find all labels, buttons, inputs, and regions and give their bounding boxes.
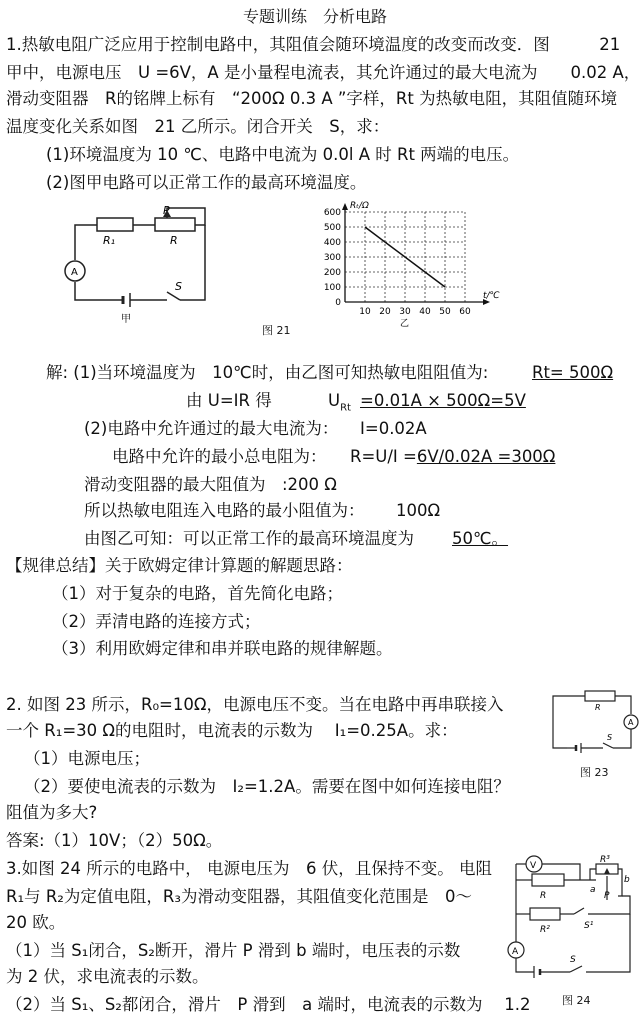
a-end-label: a bbox=[590, 885, 596, 895]
problem2-line-5: 阻值为多大? bbox=[6, 803, 98, 822]
r2-label: R² bbox=[540, 925, 550, 935]
solution-answer-rt: Rt= 500Ω bbox=[532, 363, 614, 382]
y-tick-label: 100 bbox=[323, 283, 341, 293]
y-tick-label: 200 bbox=[323, 268, 341, 278]
solution-max-current: I=0.02A bbox=[360, 419, 427, 438]
r1-resistor bbox=[97, 218, 133, 231]
voltmeter-label: V bbox=[530, 861, 537, 871]
problem3-line-4: （1）当 S₁闭合，S₂断开，滑片 P 滑到 b 端时，电压表的示数 bbox=[6, 941, 461, 960]
figure-21-circuit bbox=[55, 200, 225, 325]
problem3-line-2: R₁与 R₂为定值电阻，R₃为滑动变阻器，其阻值变化范围是 0～ bbox=[6, 887, 472, 906]
solution-line-3: (2)电路中允许通过的最大电流为： bbox=[84, 419, 339, 438]
problem2-line-4: （2）要使电流表的示数为 I₂=1.2A。需要在图中如何连接电阻？ bbox=[24, 777, 510, 796]
solution-line-4: 电路中允许的最小总电阻为： bbox=[112, 447, 327, 466]
summary-item-1: （1）对于复杂的电路，首先简化电路； bbox=[52, 584, 343, 603]
r3-label: R³ bbox=[600, 855, 610, 865]
y-tick-label: 500 bbox=[323, 223, 341, 233]
x-axis-label: t/℃ bbox=[483, 291, 500, 301]
switch-s bbox=[570, 966, 582, 972]
problem2-line-3: （1）电源电压； bbox=[24, 749, 150, 768]
summary-heading: 【规律总结】关于欧姆定律计算题的解题思路： bbox=[6, 556, 353, 575]
r-label: R bbox=[170, 234, 178, 247]
y-tick-label: 400 bbox=[323, 238, 341, 248]
solution-line-7: 由图乙可知：可以正常工作的最高环境温度为 bbox=[84, 529, 414, 548]
s1-label: S¹ bbox=[584, 921, 594, 931]
problem1-line-4: 温度变化关系如图 21 乙所示。闭合开关 S，求： bbox=[6, 117, 390, 136]
x-tick-label: 60 bbox=[459, 307, 471, 317]
ammeter-label: A bbox=[71, 267, 78, 278]
fig-jia-label: 甲 bbox=[121, 314, 131, 325]
problem1-line-3: 滑动变阻器 R的铭牌上标有 “200Ω 0.3 A ”字样，Rt 为热敏电阻，其阻值随环境 bbox=[6, 89, 618, 108]
solution-line-5: 滑动变阻器的最大阻值为 :200 Ω bbox=[84, 475, 337, 494]
ammeter-label: A bbox=[512, 947, 519, 957]
y-tick-label: 300 bbox=[323, 253, 341, 263]
x-tick-label: 10 bbox=[359, 307, 371, 317]
switch-s1 bbox=[574, 908, 584, 914]
slider-rheostat bbox=[155, 218, 195, 231]
problem1-line-1: 1.热敏电阻广泛应用于控制电路中，其阻值会随环境温度的改变而改变．图 21 bbox=[6, 35, 621, 54]
ammeter-label: A bbox=[628, 718, 634, 727]
solution-max-temp: 50℃。 bbox=[452, 529, 509, 548]
r1-label: R₁ bbox=[103, 234, 116, 247]
problem2-answer: 答案:（1）10V；（2）50Ω。 bbox=[6, 831, 223, 850]
p-label: P bbox=[604, 891, 610, 901]
problem3-line-6: （2）当 S₁、S₂都闭合，滑片 P 滑到 a 端时，电流表的示数为 1.2 bbox=[6, 995, 531, 1014]
x-tick-label: 20 bbox=[379, 307, 391, 317]
figure-24-caption: 图 24 bbox=[562, 994, 591, 1007]
b-end-label: b bbox=[624, 875, 630, 885]
resistor-r bbox=[585, 691, 615, 701]
switch-s bbox=[603, 743, 613, 748]
problem2-line-2: 一个 R₁=30 Ω的电阻时，电流表的示数为 I₁=0.25A。求： bbox=[6, 721, 458, 740]
solution-u-symbol: $U_{Rt}$ bbox=[328, 391, 351, 414]
summary-item-2: （2）弄清电路的连接方式； bbox=[52, 612, 261, 631]
s-label: S bbox=[175, 280, 182, 293]
x-tick-label: 30 bbox=[399, 307, 411, 317]
problem2-line-1: 2. 如图 23 所示，R₀=10Ω，电源电压不变。当在电路中再串联接入 bbox=[6, 695, 504, 714]
problem3-line-1: 3.如图 24 所示的电路中， 电源电压为 6 伏，且保持不变。 电阻 bbox=[6, 859, 492, 878]
x-tick-label: 40 bbox=[419, 307, 431, 317]
page-title: 专题训练 分析电路 bbox=[243, 7, 388, 26]
resistor-r2 bbox=[530, 908, 560, 920]
problem1-line-2: 甲中，电源电压 U =6V，A 是小量程电流表，其允许通过的最大电流为 0.02 A， bbox=[6, 63, 640, 82]
figure-21-graph bbox=[305, 200, 515, 330]
problem3-line-3: 20 欧。 bbox=[6, 913, 66, 932]
y-tick-label: 0 bbox=[335, 298, 341, 308]
solution-answer-urt: =0.01A × 500Ω=5V bbox=[360, 391, 526, 410]
solution-min-resistance: R=U/I =6V/0.02A =300Ω bbox=[350, 447, 556, 466]
x-tick-label: 50 bbox=[439, 307, 451, 317]
solution-line-6: 所以热敏电阻连入电路的最小阻值为： bbox=[84, 501, 365, 520]
resistor-r1 bbox=[532, 874, 564, 886]
y-tick-label: 600 bbox=[323, 208, 341, 218]
s-label: S bbox=[570, 955, 576, 965]
problem1-question-1: (1)环境温度为 10 ℃、电路中电流为 0.0l A 时 Rt 两端的电压。 bbox=[46, 145, 520, 164]
fig-yi-label: 乙 bbox=[400, 319, 410, 329]
summary-item-3: （3）利用欧姆定律和串并联电路的规律解题。 bbox=[52, 639, 393, 658]
p-label: P bbox=[163, 204, 170, 217]
figure-21-caption: 图 21 bbox=[262, 324, 291, 337]
problem3-line-5: 为 2 伏，求电流表的示数。 bbox=[6, 967, 209, 986]
solution-line-1: 解: (1)当环境温度为 10℃时，由乙图可知热敏电阻阻值为: bbox=[46, 363, 489, 382]
r1-label: R bbox=[540, 891, 547, 901]
problem1-question-2: (2)图甲电路可以正常工作的最高环境温度。 bbox=[46, 173, 367, 192]
figure-23-caption: 图 23 bbox=[580, 766, 609, 779]
r-label: R bbox=[595, 703, 601, 712]
figure-23-circuit bbox=[545, 686, 640, 766]
solution-line-2: 由 U=IR 得 bbox=[186, 391, 272, 410]
y-axis-label: Rₜ/Ω bbox=[350, 201, 369, 211]
s-label: S bbox=[607, 733, 613, 742]
figure-24-circuit bbox=[500, 850, 640, 990]
solution-min-rt: 100Ω bbox=[396, 501, 441, 520]
switch-s bbox=[167, 292, 180, 300]
